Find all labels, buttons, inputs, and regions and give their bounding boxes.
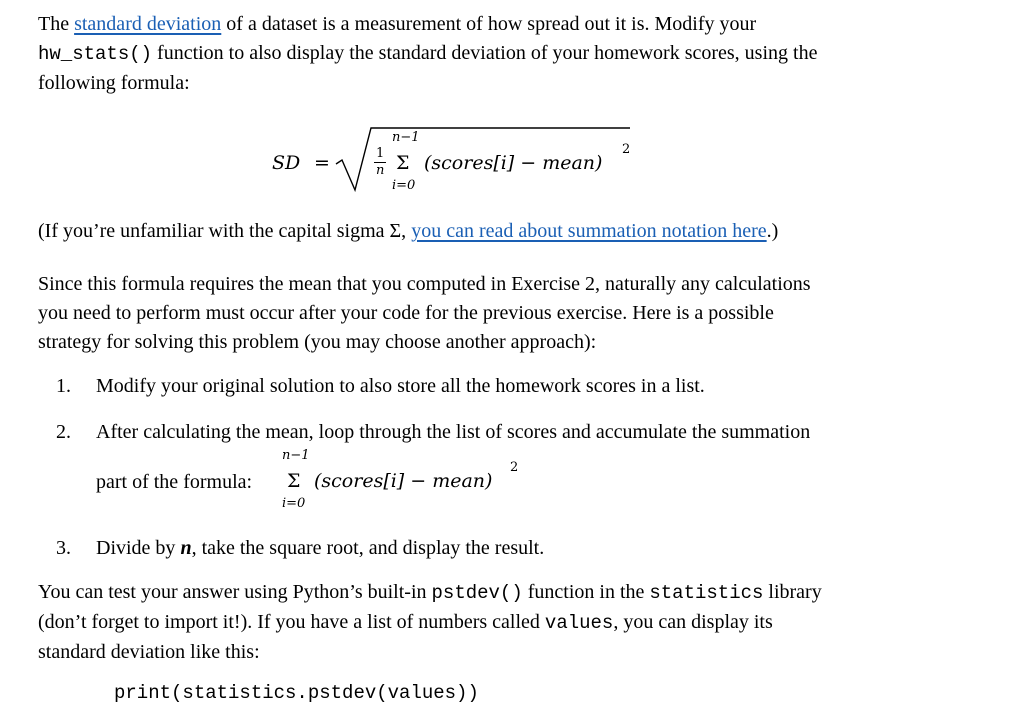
variable-n: n [180, 537, 192, 559]
code-example: print(statistics.pstdev(values)) [114, 682, 479, 704]
step-2-formula-line [0, 446, 1024, 516]
values-code: values [544, 612, 614, 634]
step-number: 3. [56, 537, 71, 559]
fraction-denominator: n [376, 163, 385, 178]
sigma-upper-limit: n−1 [392, 130, 420, 145]
formula-exponent: 2 [622, 142, 631, 157]
step-text: After calculating the mean, loop through the list of scores and accumulate the summation [96, 421, 811, 443]
strategy-paragraph [38, 270, 998, 357]
sigma-note [38, 217, 998, 246]
strategy-text: Since this formula requires the mean that you computed in Exercise 2, naturally any calculations [38, 273, 811, 295]
formula-body: (scores[i] − mean) [314, 470, 493, 492]
testing-text: (don’t forget to import it!). If you have a list of numbers called [38, 611, 545, 633]
intro-text: following formula: [38, 72, 190, 94]
summation-notation-link[interactable]: you can read about summation notation here [411, 220, 767, 242]
step-number: 2. [56, 421, 71, 443]
sigma-symbol: Σ [287, 470, 301, 492]
sigma-lower-limit: i=0 [392, 178, 416, 193]
sigma-note-text: .) [766, 220, 779, 242]
step-text: Divide by [96, 537, 181, 559]
strategy-text: strategy for solving this problem (you may choose another approach): [38, 331, 597, 353]
step-item [56, 534, 996, 563]
hw-stats-code: hw_stats() [38, 43, 153, 65]
testing-text: You can test your answer using Python’s built-in [38, 581, 432, 603]
formula-body: (scores[i] − mean) [424, 152, 603, 174]
formula-lhs: SD [272, 152, 301, 174]
step-item [56, 372, 996, 401]
step-item [56, 418, 996, 447]
sigma-upper-limit: n−1 [282, 448, 310, 463]
pstdev-code: pstdev() [431, 582, 523, 604]
step-number: 1. [56, 375, 71, 397]
testing-text: , you can display its [613, 611, 773, 633]
sigma-note-text: (If you’re unfamiliar with the capital sigma Σ, [38, 220, 412, 242]
intro-text: The [38, 13, 75, 35]
fraction-numerator: 1 [376, 146, 385, 161]
testing-text: function in the [522, 581, 650, 603]
step-text: Modify your original solution to also store all the homework scores in a list. [96, 375, 705, 397]
formula-equals: = [314, 152, 330, 174]
standard-deviation-link[interactable]: standard deviation [74, 13, 222, 35]
strategy-text: you need to perform must occur after your code for the previous exercise. Here is a possible [38, 302, 774, 324]
statistics-code: statistics [649, 582, 764, 604]
intro-text: of a dataset is a measurement of how spread out it is. Modify your [221, 13, 757, 35]
testing-text: standard deviation like this: [38, 641, 260, 663]
intro-paragraph [38, 10, 998, 98]
testing-text: library [763, 581, 822, 603]
formula-exponent: 2 [510, 460, 519, 475]
sigma-symbol: Σ [396, 152, 410, 174]
sigma-lower-limit: i=0 [282, 496, 306, 511]
intro-text: function to also display the standard deviation of your homework scores, using the [152, 42, 818, 64]
testing-paragraph [38, 578, 998, 667]
step-text: , take the square root, and display the result. [191, 537, 545, 559]
sd-formula [0, 118, 1024, 208]
step-text: part of the formula: [96, 471, 253, 493]
